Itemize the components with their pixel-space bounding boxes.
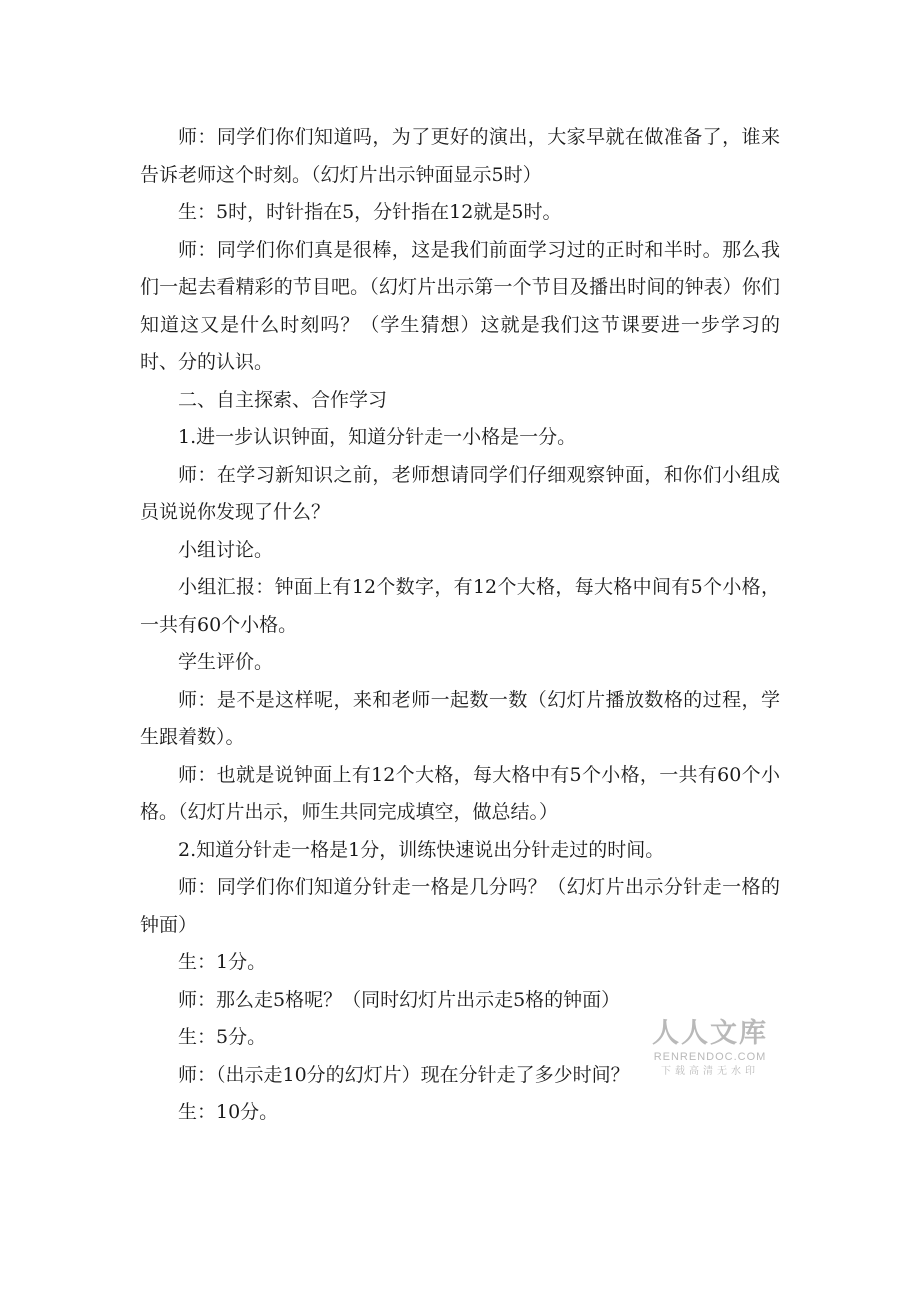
subsection-heading: 2.知道分针走一格是1分，训练快速说出分针走过的时间。	[178, 838, 665, 861]
paragraph: 师：同学们你们知道吗，为了更好的演出，大家早就在做准备了，谁来告诉老师这个时刻。（幻灯片出示钟面显示5时）	[140, 126, 780, 186]
watermark-url: RENRENDOC.COM	[653, 1051, 767, 1063]
paragraph: 师：同学们你们知道分针走一格是几分吗？（幻灯片出示分针走一格的钟面）	[140, 876, 780, 936]
paragraph: 学生评价。	[178, 651, 274, 673]
paragraph: 生：5分。	[178, 1026, 267, 1048]
paragraph: 师：也就是说钟面上有12个大格，每大格中有5个小格，一共有60个小格。（幻灯片出示，师生共同完成填空，做总结。）	[140, 763, 780, 823]
paragraph: 师：在学习新知识之前，老师想请同学们仔细观察钟面，和你们小组成员说说你发现了什么？	[140, 463, 780, 523]
watermark-title: 人人文库	[652, 1018, 768, 1049]
paragraph: 生：1分。	[178, 951, 267, 973]
paragraph: 小组讨论。	[178, 538, 274, 561]
paragraph: 生：10分。	[178, 1101, 279, 1123]
watermark-subtitle: 下载高清无水印	[661, 1066, 759, 1077]
paragraph: 师：（出示走10分的幻灯片）现在分针走了多少时间？	[178, 1063, 630, 1086]
paragraph: 师：同学们你们真是很棒，这是我们前面学习过的正时和半时。那么我们一起去看精彩的节目吧。（幻灯片出示第一个节目及播出时间的钟表）你们知道这又是什么时刻吗？（学生猜想）这就是我们这节课要进一步学习的时、分的认识。	[140, 238, 780, 373]
subsection-heading: 1.进一步认识钟面，知道分针走一小格是一分。	[178, 426, 577, 448]
watermark	[648, 1018, 772, 1079]
paragraph: 师：那么走5格呢？（同时幻灯片出示走5格的钟面）	[178, 988, 621, 1011]
section-heading: 二、自主探索、合作学习	[178, 388, 388, 411]
document-body	[140, 119, 780, 1132]
paragraph: 师：是不是这样呢，来和老师一起数一数（幻灯片播放数格的过程，学生跟着数）。	[140, 688, 780, 748]
paragraph: 生：5时，时针指在5，分针指在12就是5时。	[178, 201, 562, 223]
paragraph: 小组汇报：钟面上有12个数字，有12个大格，每大格中间有5个小格，一共有60个小格。	[140, 576, 780, 636]
